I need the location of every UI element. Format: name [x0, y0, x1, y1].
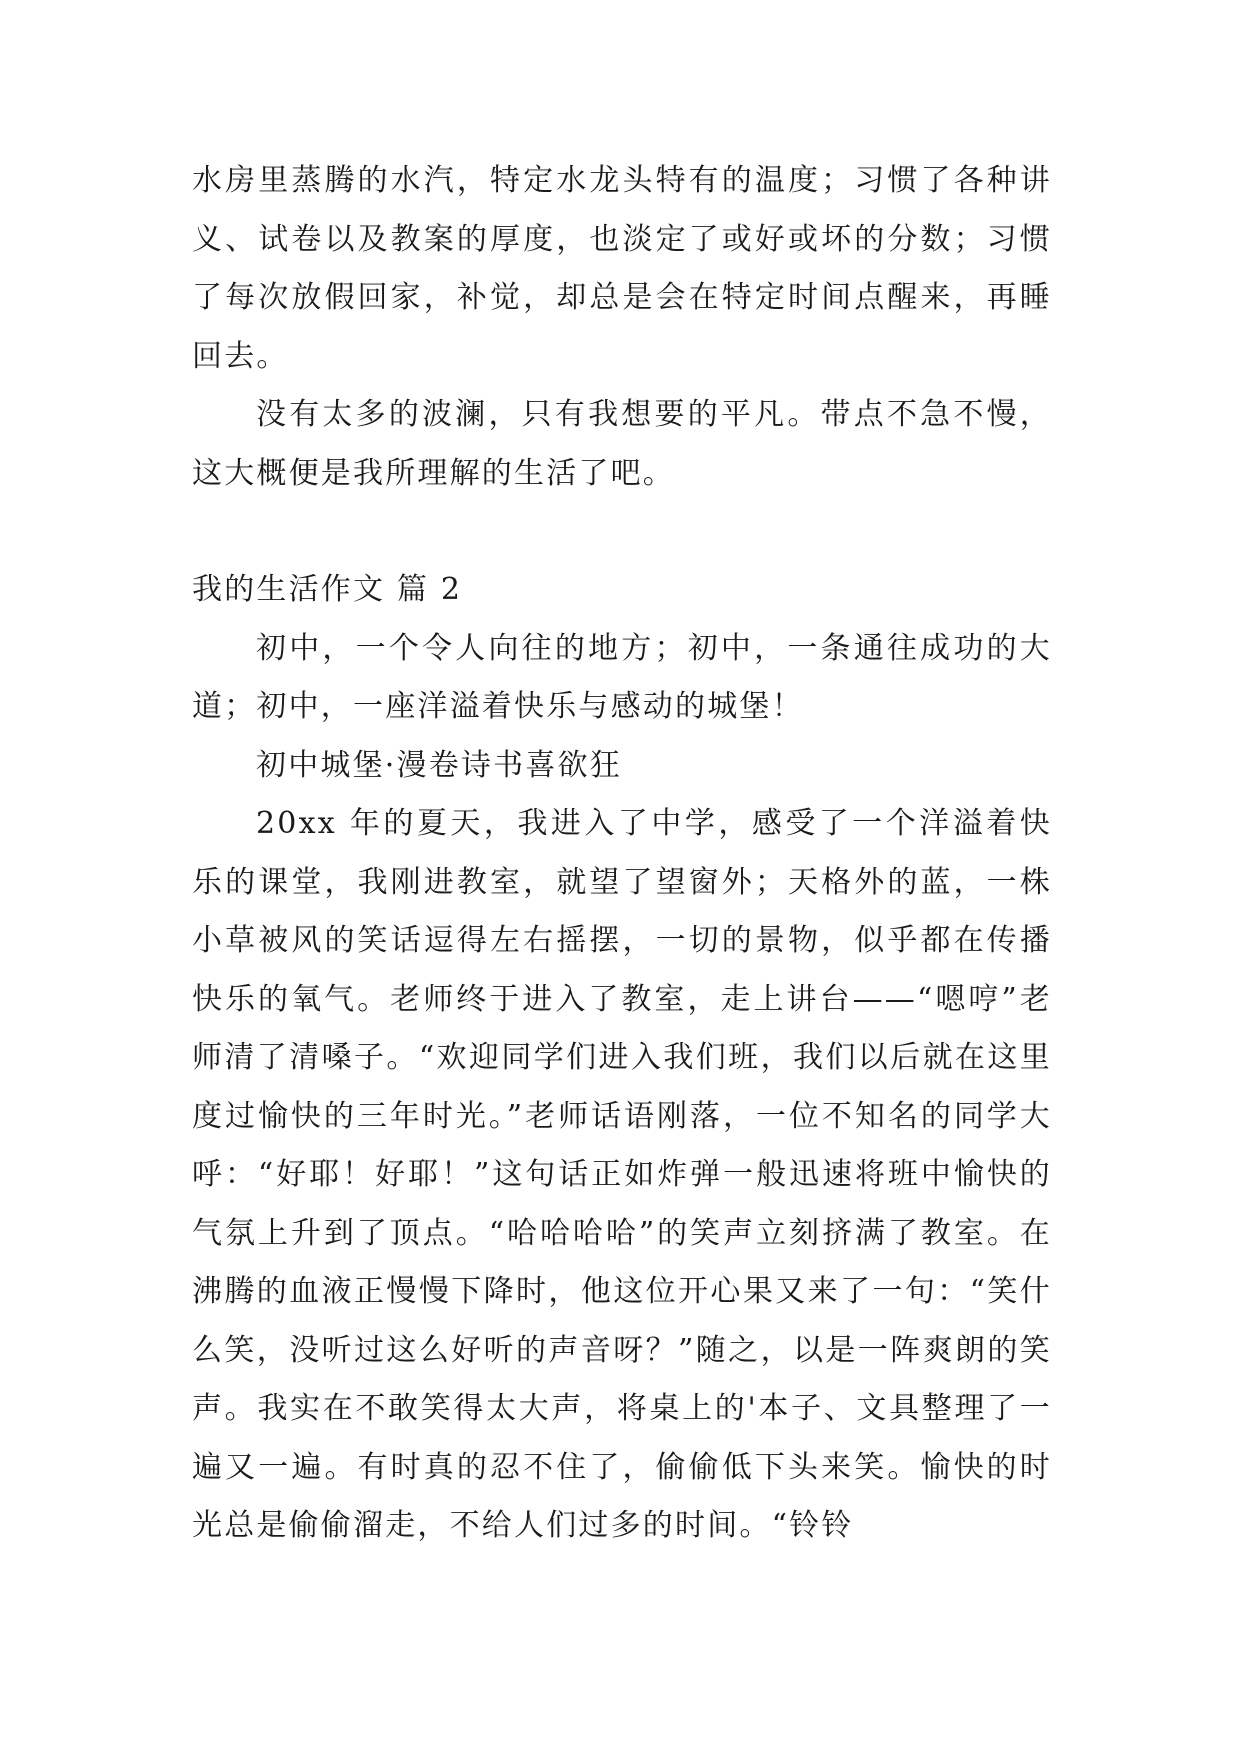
- continued-paragraph: 水房里蒸腾的水汽，特定水龙头特有的温度；习惯了各种讲义、试卷以及教案的厚度，也淡定了或好或坏的分数；习惯了每次放假回家，补觉，却总是会在特定时间点醒来，再睡回去。: [192, 163, 1052, 374]
- section-title: 我的生活作文 篇 2: [192, 572, 463, 607]
- story-paragraph: 20xx 年的夏天，我进入了中学，感受了一个洋溢着快乐的课堂，我刚进教室，就望了望窗外；天格外的蓝，一株小草被风的笑话逗得左右摇摆，一切的景物，似乎都在传播快乐的氧气。老师终于进入了教室，走上讲台——“嗯哼”老师清了清嗓子。“欢迎同学们进入我们班，我们以后就在这里度过愉快的三年时光。”老师话语刚落，一位不知名的同学大呼：“好耶！好耶！”这句话正如炸弹一般迅速将班中愉快的气氛上升到了顶点。“哈哈哈哈”的笑声立刻挤满了教室。在沸腾的血液正慢慢下降时，他这位开心果又来了一句：“笑什么笑，没听过这么好听的声音呀？”随之，以是一阵爽朗的笑声。我实在不敢笑得太大声，将桌上的'本子、文具整理了一遍又一遍。有时真的忍不住了，偷偷低下头来笑。愉快的时光总是偷偷溜走，不给人们过多的时间。“铃铃: [192, 806, 1052, 1543]
- document-body: [192, 152, 1052, 1556]
- intro-paragraph: 初中，一个令人向往的地方；初中，一条通往成功的大道；初中，一座洋溢着快乐与感动的城堡！: [192, 630, 1052, 724]
- subheading: 初中城堡·漫卷诗书喜欲狂: [256, 747, 622, 783]
- closing-paragraph: 没有太多的波澜，只有我想要的平凡。带点不急不慢，这大概便是我所理解的生活了吧。: [192, 397, 1052, 491]
